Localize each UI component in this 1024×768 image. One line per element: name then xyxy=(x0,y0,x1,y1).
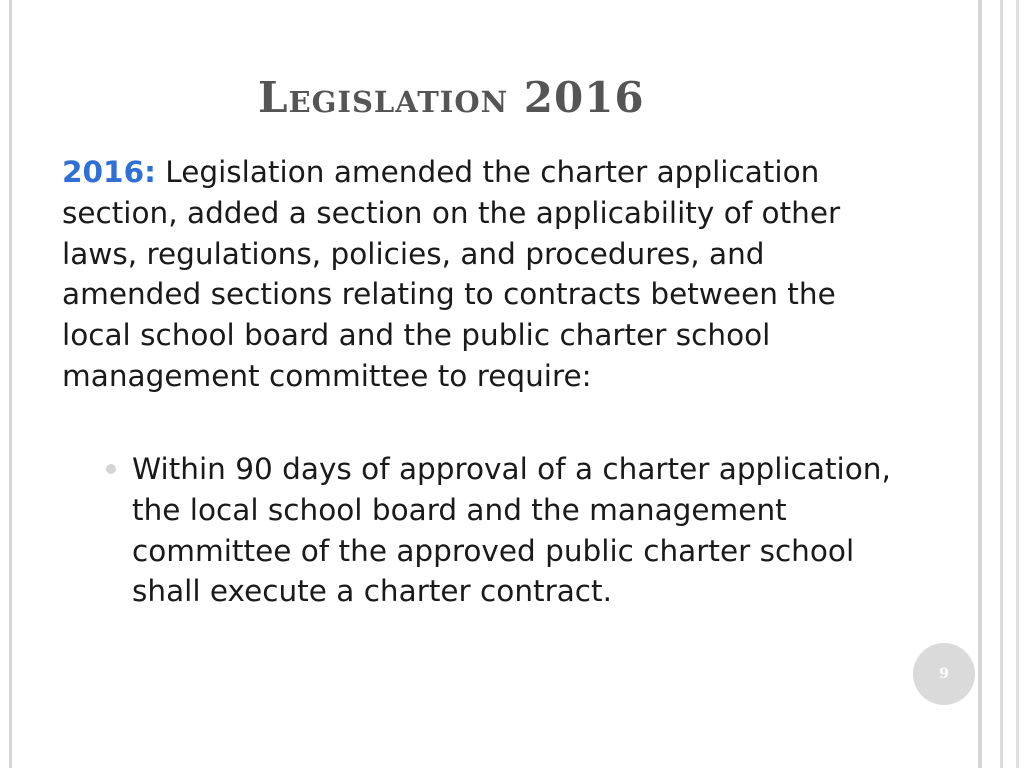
right-frame-line-3 xyxy=(1016,0,1019,768)
slide-paragraph xyxy=(62,152,902,397)
paragraph-lead-label: 2016: xyxy=(62,155,156,189)
slide-title: Legislation 2016 xyxy=(258,73,645,122)
right-frame-line xyxy=(978,0,982,768)
left-frame-line xyxy=(9,0,12,768)
bullet-icon xyxy=(106,464,116,474)
paragraph-text: Legislation amended the charter application section, added a section on the applicability of other laws, regulations, policies, and procedures, and amended sections relating to contracts between the local school board and the public charter school management committee to require: xyxy=(62,155,841,393)
page-number: 9 xyxy=(939,666,949,682)
page-number-badge xyxy=(913,643,975,705)
right-frame-line-2 xyxy=(1000,0,1003,768)
bullet-item: Within 90 days of approval of a charter application, the local school board and the management committee of the approved public charter school shall execute a charter contract. xyxy=(132,452,891,609)
